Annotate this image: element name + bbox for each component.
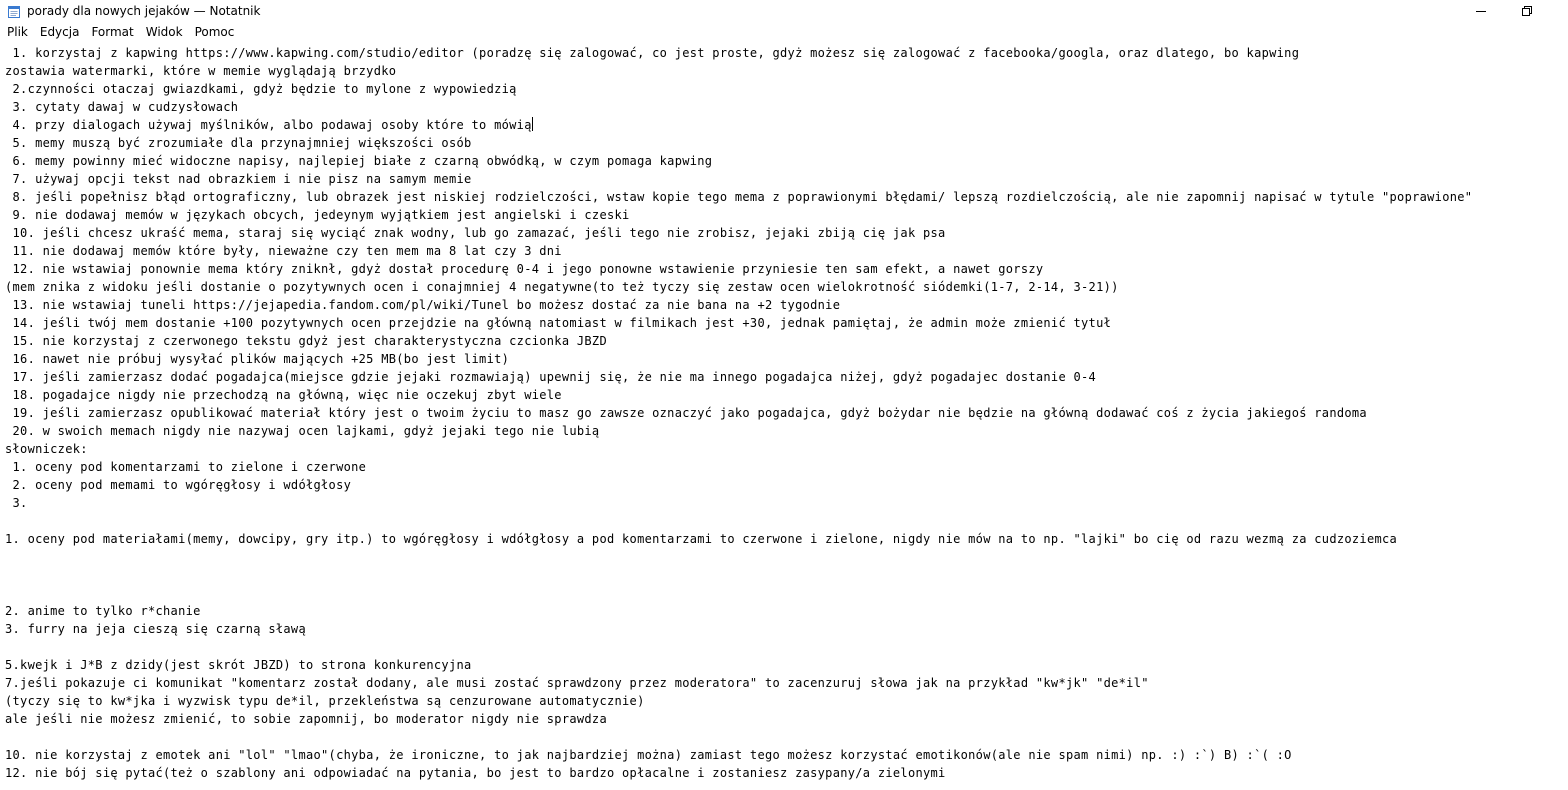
text-line: (tyczy się to kw*jka i wyzwisk typu de*il, przekleństwa są cenzurowane automatycznie) (5, 694, 645, 708)
text-line: słowniczek: (5, 442, 88, 456)
title-bar[interactable] (0, 0, 1568, 22)
menu-bar (0, 22, 1568, 42)
text-line: 6. memy powinny mieć widoczne napisy, najlepiej białe z czarną obwódką, w czym pomaga kapwing (5, 154, 713, 168)
text-line (5, 584, 1472, 602)
text-line: 9. nie dodawaj memów w językach obcych, jedeynym wyjątkiem jest angielski i czeski (5, 208, 630, 222)
text-line: 7.jeśli pokazuje ci komunikat "komentarz został dodany, ale musi zostać sprawdzony przez moderatora" to zacenzuruj słowa jak na przykład "kw*jk" "de*il" (5, 676, 1149, 690)
text-line: 19. jeśli zamierzasz opublikować materiał który jest o twoim życiu to masz go zawsze oznaczyć jako pogadajca, gdyż bożydar nie będzie na główną dodawać coś z życia jakiegoś randoma (5, 406, 1367, 420)
text-line: 14. jeśli twój mem dostanie +100 pozytywnych ocen przejdzie na główną natomiast w filmikach jest +30, jednak pamiętaj, że admin może zmienić tytuł (5, 316, 1112, 330)
maximize-button[interactable] (1504, 0, 1550, 22)
menu-view[interactable]: Widok (145, 25, 183, 39)
text-line: 2. anime to tylko r*chanie (5, 604, 201, 618)
text-line: 5.kwejk i J*B z dzidy(jest skrót JBZD) to strona konkurencyjna (5, 658, 472, 672)
text-line: zostawia watermarki, które w memie wyglądają brzydko (5, 64, 397, 78)
window-title: porady dla nowych jejaków — Notatnik (27, 4, 261, 18)
text-line: ale jeśli nie możesz zmienić, to sobie zapomnij, bo moderator nigdy nie sprawdza (5, 712, 607, 726)
text-line: 10. jeśli chcesz ukraść mema, staraj się wyciąć znak wodny, lub go zamazać, jeśli tego nie zrobisz, jejaki zbiją cię jak psa (5, 226, 946, 240)
minimize-button[interactable] (1458, 0, 1504, 22)
menu-help[interactable]: Pomoc (194, 25, 235, 39)
text-line: 20. w swoich memach nigdy nie nazywaj ocen lajkami, gdyż jejaki tego nie lubią (5, 424, 600, 438)
text-line: 17. jeśli zamierzasz dodać pogadajca(miejsce gdzie jejaki rozmawiają) upewnij się, że nie ma innego pogadajca niżej, gdyż pogadajec dostanie 0-4 (5, 370, 1097, 384)
text-line (5, 548, 1472, 566)
text-line: 1. korzystaj z kapwing https://www.kapwing.com/studio/editor (poradzę się zalogować, co jest proste, gdyż możesz się zalogować z facebooka/googla, oraz dlatego, bo kapwing (5, 46, 1300, 60)
text-line (5, 566, 1472, 584)
text-line (5, 512, 1472, 530)
text-line (5, 728, 1472, 746)
menu-file[interactable]: Plik (7, 25, 28, 39)
text-line: 1. oceny pod materiałami(memy, dowcipy, gry itp.) to wgóręgłosy i wdółgłosy a pod komentarzami to czerwone i zielone, nigdy nie mów na to np. "lajki" bo cię od razu wezmą za cudzoziemca (5, 532, 1398, 546)
text-line: 1. oceny pod komentarzami to zielone i czerwone (5, 460, 367, 474)
text-line: 12. nie bój się pytać(też o szablony ani odpowiadać na pytania, bo jest to bardzo opłacalne i zostaniesz zasypany/a zielonymi (5, 766, 946, 780)
text-line: 16. nawet nie próbuj wysyłać plików mających +25 MB(bo jest limit) (5, 352, 510, 366)
text-line: 18. pogadajce nigdy nie przechodzą na główną, więc nie oczekuj zbyt wiele (5, 388, 562, 402)
text-line: 12. nie wstawiaj ponownie mema który zniknł, gdyż dostał procedurę 0-4 i jego ponowne wstawienie przyniesie ten sam efekt, a nawet gorszy (5, 262, 1044, 276)
minimize-icon (1476, 6, 1486, 16)
menu-edit[interactable]: Edycja (39, 25, 80, 39)
text-line: 2.czynności otaczaj gwiazdkami, gdyż będzie to mylone z wypowiedzią (5, 82, 517, 96)
text-line: 2. oceny pod memami to wgóręgłosy i wdółgłosy (5, 478, 352, 492)
text-line: 15. nie korzystaj z czerwonego tekstu gdyż jest charakterystyczna czcionka JBZD (5, 334, 607, 348)
text-editor-area[interactable] (0, 42, 1568, 790)
text-line: 11. nie dodawaj memów które były, nieważne czy ten mem ma 8 lat czy 3 dni (5, 244, 562, 258)
text-line: 3. furry na jeja cieszą się czarną sławą (5, 622, 306, 636)
notepad-icon (7, 4, 21, 18)
text-line: 10. nie korzystaj z emotek ani "lol" "lmao"(chyba, że ironiczne, to jak najbardziej można) zamiast tego możesz korzystać emotikonów(ale nie spam nimi) np. :) :`) B) :`( :O (5, 748, 1292, 762)
text-line: 13. nie wstawiaj tuneli https://jejapedia.fandom.com/pl/wiki/Tunel bo możesz dostać za nie bana na +2 tygodnie (5, 298, 841, 312)
text-line: 4. przy dialogach używaj myślników, albo podawaj osoby które to mówią (5, 118, 532, 132)
text-line: 3. cytaty dawaj w cudzysłowach (5, 100, 239, 114)
maximize-icon (1522, 6, 1532, 16)
menu-format[interactable]: Format (91, 25, 134, 39)
text-line: 8. jeśli popełnisz błąd ortograficzny, lub obrazek jest niskiej rodzielczości, wstaw kopie tego mema z poprawionymi błędami/ lepszą rozdielczością, ale nie zapomnij napisać w tytule "poprawione" (5, 190, 1473, 204)
text-content[interactable] (5, 44, 1472, 782)
text-caret (532, 117, 533, 131)
text-line: 5. memy muszą być zrozumiałe dla przynajmniej większości osób (5, 136, 472, 150)
text-line: (mem znika z widoku jeśli dostanie o pozytywnych ocen i conajmniej 4 negatywne(to też tyczy się zestaw ocen wielokrotność siódemki(1-7, 2-14, 3-21)) (5, 280, 1119, 294)
text-line: 7. używaj opcji tekst nad obrazkiem i nie pisz na samym memie (5, 172, 472, 186)
text-line: 3. (5, 496, 28, 510)
text-line (5, 638, 1472, 656)
